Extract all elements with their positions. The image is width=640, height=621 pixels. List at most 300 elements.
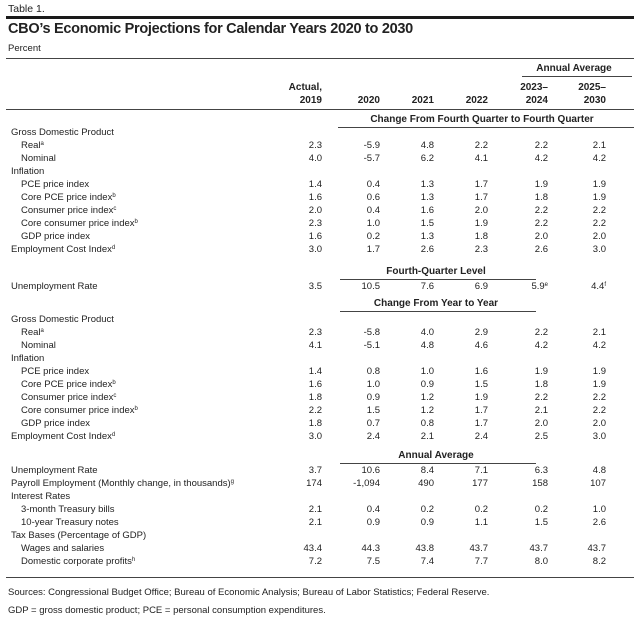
table-cell bbox=[556, 339, 606, 352]
cell-value: 8.0 bbox=[534, 556, 548, 567]
cell-value: 1.8 bbox=[308, 392, 322, 403]
cell-value: 43.7 bbox=[529, 543, 548, 554]
cell-value: -5.9 bbox=[363, 140, 380, 151]
footnote-marker: c bbox=[113, 206, 117, 212]
table-cell bbox=[498, 516, 548, 529]
table-cell bbox=[272, 555, 322, 568]
cell-value: 7.7 bbox=[474, 556, 488, 567]
row-label bbox=[21, 217, 138, 230]
table-row bbox=[0, 378, 640, 391]
table-cell bbox=[330, 280, 380, 293]
row-label-text: Wages and salaries bbox=[21, 543, 105, 554]
table-cell bbox=[438, 391, 488, 404]
table-cell bbox=[498, 365, 548, 378]
row-label bbox=[21, 178, 89, 191]
cell-value: 5.9 bbox=[531, 281, 545, 292]
table-cell bbox=[498, 217, 548, 230]
table-cell bbox=[330, 516, 380, 529]
row-label-text: Consumer price index bbox=[21, 392, 114, 403]
table-cell bbox=[272, 139, 322, 152]
table-cell bbox=[556, 555, 606, 568]
cell-value: 0.2 bbox=[420, 504, 434, 515]
table-cell bbox=[438, 217, 488, 230]
table-row bbox=[0, 352, 640, 365]
row-label bbox=[21, 191, 116, 204]
row-label bbox=[21, 555, 135, 568]
row-label-text: Core PCE price index bbox=[21, 192, 113, 203]
cell-value: 6.9 bbox=[474, 281, 488, 292]
row-label-text: PCE price index bbox=[21, 179, 90, 190]
table-cell bbox=[384, 404, 434, 417]
table-cell bbox=[438, 542, 488, 555]
table-cell bbox=[330, 391, 380, 404]
row-label bbox=[21, 417, 90, 430]
cell-value: 2.1 bbox=[308, 517, 322, 528]
footnote-marker: c bbox=[113, 393, 117, 399]
cell-value: 1.5 bbox=[534, 517, 548, 528]
table-cell bbox=[330, 503, 380, 516]
cell-value: 4.6 bbox=[474, 340, 488, 351]
table-cell bbox=[438, 378, 488, 391]
row-label-text: Gross Domestic Product bbox=[11, 127, 114, 138]
table-cell bbox=[384, 217, 434, 230]
row-label-text: Employment Cost Index bbox=[11, 431, 112, 442]
table-cell bbox=[498, 230, 548, 243]
cell-value: 1.7 bbox=[474, 192, 488, 203]
footnote-marker: b bbox=[134, 406, 138, 412]
cell-value: 0.9 bbox=[366, 392, 380, 403]
table-cell bbox=[556, 280, 606, 293]
row-label-text: 3-month Treasury bills bbox=[21, 504, 115, 515]
row-label bbox=[21, 542, 104, 555]
table-row bbox=[0, 191, 640, 204]
cell-value: 2.2 bbox=[592, 218, 606, 229]
cell-value: 1.9 bbox=[592, 192, 606, 203]
cell-value: 1.4 bbox=[308, 179, 322, 190]
row-label bbox=[11, 313, 114, 326]
table-row bbox=[0, 365, 640, 378]
table-cell bbox=[384, 555, 434, 568]
table-cell bbox=[330, 430, 380, 443]
cell-value: 4.2 bbox=[534, 153, 548, 164]
cell-value: 1.3 bbox=[420, 231, 434, 242]
row-label-text: Core consumer price index bbox=[21, 405, 135, 416]
col-header-2022: 2022 bbox=[465, 95, 488, 106]
row-label-text: Real bbox=[21, 327, 41, 338]
table-row bbox=[0, 391, 640, 404]
cell-value: 0.9 bbox=[420, 517, 434, 528]
cell-value: 1.0 bbox=[420, 366, 434, 377]
row-label-text: Nominal bbox=[21, 340, 56, 351]
table-cell bbox=[330, 217, 380, 230]
table-cell bbox=[330, 555, 380, 568]
cell-value: 1.1 bbox=[474, 517, 488, 528]
row-label-text: Core PCE price index bbox=[21, 379, 113, 390]
table-cell bbox=[498, 243, 548, 256]
table-cell bbox=[438, 516, 488, 529]
table-cell bbox=[556, 217, 606, 230]
table-cell bbox=[438, 280, 488, 293]
cell-value: 8.4 bbox=[420, 465, 434, 476]
table-cell bbox=[498, 326, 548, 339]
table-cell bbox=[498, 404, 548, 417]
table-cell bbox=[272, 378, 322, 391]
row-label bbox=[11, 477, 234, 490]
table-cell bbox=[330, 139, 380, 152]
cell-value: -5.1 bbox=[363, 340, 380, 351]
table-cell bbox=[384, 516, 434, 529]
footnote-marker: h bbox=[131, 557, 136, 563]
row-label-text: Unemployment Rate bbox=[11, 281, 98, 292]
col-header-2019: 2019 bbox=[299, 95, 322, 106]
cell-value: 2.6 bbox=[534, 244, 548, 255]
annual-average-header: Annual Average bbox=[536, 63, 612, 74]
cell-value: 2.2 bbox=[592, 405, 606, 416]
cell-value: 174 bbox=[306, 478, 322, 489]
table-cell bbox=[498, 152, 548, 165]
cell-value: 0.2 bbox=[534, 504, 548, 515]
cell-value: 1.5 bbox=[474, 379, 488, 390]
table-cell bbox=[272, 365, 322, 378]
table-cell bbox=[556, 152, 606, 165]
table-cell bbox=[556, 204, 606, 217]
cell-value: 1.8 bbox=[534, 192, 548, 203]
table-cell bbox=[272, 204, 322, 217]
cell-value: -5.8 bbox=[363, 327, 380, 338]
actual-header: Actual, bbox=[288, 82, 322, 93]
table-cell bbox=[272, 391, 322, 404]
cell-value: 1.2 bbox=[420, 405, 434, 416]
table-cell bbox=[556, 542, 606, 555]
row-label bbox=[21, 139, 44, 152]
cell-value: 4.8 bbox=[592, 465, 606, 476]
cell-value: 4.8 bbox=[420, 140, 434, 151]
table-cell bbox=[272, 430, 322, 443]
row-label-text: GDP price index bbox=[21, 231, 90, 242]
table-row bbox=[0, 152, 640, 165]
table-cell bbox=[384, 477, 434, 490]
table-row bbox=[0, 243, 640, 256]
cell-value: 0.8 bbox=[366, 366, 380, 377]
table-cell bbox=[330, 178, 380, 191]
cell-value: 4.0 bbox=[420, 327, 434, 338]
cell-value: 8.2 bbox=[592, 556, 606, 567]
cell-value: 1.6 bbox=[308, 379, 322, 390]
table-cell bbox=[384, 378, 434, 391]
cell-value: 2.0 bbox=[474, 205, 488, 216]
cell-value: 1.9 bbox=[592, 379, 606, 390]
cell-value: 1.9 bbox=[474, 218, 488, 229]
table-cell bbox=[330, 365, 380, 378]
cell-value: 10.6 bbox=[361, 465, 380, 476]
footnote-marker: d bbox=[111, 432, 116, 438]
row-label bbox=[11, 352, 44, 365]
row-label bbox=[11, 165, 44, 178]
table-cell bbox=[384, 503, 434, 516]
cell-value: 1.6 bbox=[420, 205, 434, 216]
table-cell bbox=[438, 191, 488, 204]
cell-value: 3.0 bbox=[592, 431, 606, 442]
cell-value: 2.3 bbox=[308, 140, 322, 151]
footnote-marker: f bbox=[604, 282, 606, 288]
table-row bbox=[0, 529, 640, 542]
row-label-text: Domestic corporate profits bbox=[21, 556, 132, 567]
table-row bbox=[0, 417, 640, 430]
cell-value: -1,094 bbox=[353, 478, 380, 489]
table-cell bbox=[498, 178, 548, 191]
table-cell bbox=[330, 417, 380, 430]
cell-value: 1.8 bbox=[474, 231, 488, 242]
table-row bbox=[0, 490, 640, 503]
sources-note: Sources: Congressional Budget Office; Bureau of Economic Analysis; Bureau of Labor Statistics; Federal Reserve. bbox=[8, 587, 490, 598]
cell-value: 1.7 bbox=[366, 244, 380, 255]
table-cell bbox=[438, 503, 488, 516]
cell-value: -5.7 bbox=[363, 153, 380, 164]
row-label bbox=[21, 378, 116, 391]
row-label-text: PCE price index bbox=[21, 366, 90, 377]
cell-value: 1.9 bbox=[592, 179, 606, 190]
cell-value: 4.1 bbox=[474, 153, 488, 164]
table-row bbox=[0, 139, 640, 152]
cell-value: 1.2 bbox=[420, 392, 434, 403]
table-cell bbox=[330, 404, 380, 417]
table-row bbox=[0, 503, 640, 516]
cell-value: 1.6 bbox=[308, 192, 322, 203]
cell-value: 0.9 bbox=[420, 379, 434, 390]
table-cell bbox=[272, 477, 322, 490]
cell-value: 1.9 bbox=[592, 366, 606, 377]
cell-value: 1.4 bbox=[308, 366, 322, 377]
col-header-2023-start: 2023– bbox=[520, 82, 548, 93]
table-cell bbox=[556, 230, 606, 243]
cell-value: 1.3 bbox=[420, 179, 434, 190]
table-cell bbox=[556, 243, 606, 256]
cell-value: 107 bbox=[590, 478, 606, 489]
cell-value: 0.4 bbox=[366, 205, 380, 216]
cell-value: 7.5 bbox=[366, 556, 380, 567]
col-header-2024-end: 2024 bbox=[525, 95, 548, 106]
cell-value: 6.3 bbox=[534, 465, 548, 476]
row-label-text: Employment Cost Index bbox=[11, 244, 112, 255]
table-cell bbox=[498, 464, 548, 477]
cell-value: 0.4 bbox=[366, 504, 380, 515]
row-label-text: Gross Domestic Product bbox=[11, 314, 114, 325]
footnote-marker: a bbox=[40, 328, 44, 334]
col-header-2020: 2020 bbox=[357, 95, 380, 106]
row-label-text: 10-year Treasury notes bbox=[21, 517, 119, 528]
table-cell bbox=[438, 243, 488, 256]
table-cell bbox=[272, 280, 322, 293]
cell-value: 0.2 bbox=[474, 504, 488, 515]
cell-value: 2.2 bbox=[534, 327, 548, 338]
cell-value: 2.0 bbox=[308, 205, 322, 216]
table-cell bbox=[384, 417, 434, 430]
cell-value: 43.7 bbox=[469, 543, 488, 554]
table-cell bbox=[384, 464, 434, 477]
section-header-fourth-quarter-level: Fourth-Quarter Level bbox=[386, 266, 486, 277]
row-label bbox=[21, 204, 116, 217]
table-cell bbox=[384, 139, 434, 152]
table-cell bbox=[272, 516, 322, 529]
cell-value: 2.3 bbox=[308, 218, 322, 229]
section-header-year-to-year: Change From Year to Year bbox=[373, 298, 499, 309]
table-row bbox=[0, 555, 640, 568]
cell-value: 2.6 bbox=[592, 517, 606, 528]
table-cell bbox=[438, 430, 488, 443]
col-header-2030-end: 2030 bbox=[583, 95, 606, 106]
page-title: CBO’s Economic Projections for Calendar Years 2020 to 2030 bbox=[8, 21, 413, 37]
table-cell bbox=[330, 464, 380, 477]
table-row bbox=[0, 542, 640, 555]
cell-value: 0.8 bbox=[420, 418, 434, 429]
row-label bbox=[21, 339, 56, 352]
cell-value: 1.8 bbox=[308, 418, 322, 429]
units-label: Percent bbox=[8, 43, 41, 54]
cell-value: 2.2 bbox=[592, 392, 606, 403]
cell-value: 1.9 bbox=[534, 366, 548, 377]
cell-value: 0.9 bbox=[366, 517, 380, 528]
cell-value: 1.9 bbox=[474, 392, 488, 403]
table-cell bbox=[438, 404, 488, 417]
footnote-marker: e bbox=[544, 282, 548, 288]
cell-value: 3.7 bbox=[308, 465, 322, 476]
cell-value: 1.8 bbox=[534, 379, 548, 390]
row-label bbox=[21, 230, 90, 243]
cell-value: 2.1 bbox=[534, 405, 548, 416]
table-row bbox=[0, 430, 640, 443]
cell-value: 1.5 bbox=[366, 405, 380, 416]
table-cell bbox=[272, 339, 322, 352]
table-cell bbox=[556, 191, 606, 204]
table-cell bbox=[498, 417, 548, 430]
table-row bbox=[0, 217, 640, 230]
table-label: Table 1. bbox=[8, 3, 45, 15]
cell-value: 1.7 bbox=[474, 179, 488, 190]
table-row bbox=[0, 280, 640, 293]
table-cell bbox=[272, 230, 322, 243]
table-row bbox=[0, 339, 640, 352]
cell-value: 4.1 bbox=[308, 340, 322, 351]
table-cell bbox=[438, 555, 488, 568]
cell-value: 4.2 bbox=[592, 153, 606, 164]
cell-value: 1.5 bbox=[420, 218, 434, 229]
row-label bbox=[21, 365, 89, 378]
cell-value: 0.2 bbox=[366, 231, 380, 242]
table-cell bbox=[272, 191, 322, 204]
table-cell bbox=[438, 152, 488, 165]
cell-value: 43.4 bbox=[303, 543, 322, 554]
cell-value: 2.0 bbox=[534, 418, 548, 429]
row-label bbox=[11, 243, 115, 256]
table-cell bbox=[330, 339, 380, 352]
table-cell bbox=[384, 191, 434, 204]
table-cell bbox=[498, 391, 548, 404]
table-row bbox=[0, 204, 640, 217]
row-label-text: GDP price index bbox=[21, 418, 90, 429]
table-cell bbox=[330, 326, 380, 339]
table-row bbox=[0, 464, 640, 477]
table-cell bbox=[438, 464, 488, 477]
table-cell bbox=[556, 178, 606, 191]
table-cell bbox=[330, 204, 380, 217]
footnote-marker: b bbox=[112, 193, 116, 199]
cell-value: 7.1 bbox=[474, 465, 488, 476]
footnote-marker: b bbox=[112, 380, 116, 386]
table-cell bbox=[556, 516, 606, 529]
cell-value: 2.0 bbox=[592, 231, 606, 242]
cell-value: 1.7 bbox=[474, 405, 488, 416]
table-cell bbox=[498, 280, 548, 293]
footnote-marker: b bbox=[134, 219, 138, 225]
table-cell bbox=[438, 339, 488, 352]
table-cell bbox=[498, 430, 548, 443]
row-label-text: Consumer price index bbox=[21, 205, 114, 216]
header-top-rule bbox=[6, 58, 634, 59]
cell-value: 177 bbox=[472, 478, 488, 489]
cell-value: 7.2 bbox=[308, 556, 322, 567]
annual-average-rule bbox=[522, 76, 632, 77]
table-cell bbox=[330, 230, 380, 243]
row-label bbox=[11, 430, 115, 443]
table-cell bbox=[498, 477, 548, 490]
cell-value: 2.0 bbox=[534, 231, 548, 242]
table-cell bbox=[330, 378, 380, 391]
col-header-2025-start: 2025– bbox=[578, 82, 606, 93]
table-cell bbox=[330, 191, 380, 204]
cell-value: 2.2 bbox=[534, 140, 548, 151]
row-label-text: Payroll Employment (Monthly change, in thousands) bbox=[11, 478, 231, 489]
cell-value: 2.4 bbox=[366, 431, 380, 442]
table-row bbox=[0, 165, 640, 178]
section-rule-year-to-year bbox=[340, 311, 536, 312]
cell-value: 43.8 bbox=[415, 543, 434, 554]
cell-value: 1.7 bbox=[474, 418, 488, 429]
table-cell bbox=[438, 326, 488, 339]
table-cell bbox=[556, 365, 606, 378]
table-cell bbox=[498, 555, 548, 568]
table-cell bbox=[556, 464, 606, 477]
row-label bbox=[11, 280, 98, 293]
table-cell bbox=[438, 417, 488, 430]
table-cell bbox=[438, 477, 488, 490]
table-bottom-rule bbox=[6, 577, 634, 578]
cell-value: 2.1 bbox=[308, 504, 322, 515]
cell-value: 3.5 bbox=[308, 281, 322, 292]
cell-value: 6.2 bbox=[420, 153, 434, 164]
table-cell bbox=[384, 178, 434, 191]
table-cell bbox=[272, 178, 322, 191]
table-row bbox=[0, 230, 640, 243]
row-label bbox=[21, 152, 56, 165]
table-row bbox=[0, 126, 640, 139]
table-cell bbox=[272, 243, 322, 256]
cell-value: 158 bbox=[532, 478, 548, 489]
cell-value: 2.2 bbox=[534, 392, 548, 403]
row-label bbox=[21, 326, 44, 339]
table-cell bbox=[272, 326, 322, 339]
table-cell bbox=[330, 542, 380, 555]
table-cell bbox=[498, 339, 548, 352]
row-label-text: Unemployment Rate bbox=[11, 465, 98, 476]
table-cell bbox=[438, 178, 488, 191]
cell-value: 2.2 bbox=[534, 205, 548, 216]
row-label bbox=[11, 464, 98, 477]
table-cell bbox=[384, 365, 434, 378]
table-cell bbox=[384, 339, 434, 352]
table-cell bbox=[384, 230, 434, 243]
table-cell bbox=[384, 326, 434, 339]
row-label-text: Inflation bbox=[11, 353, 45, 364]
